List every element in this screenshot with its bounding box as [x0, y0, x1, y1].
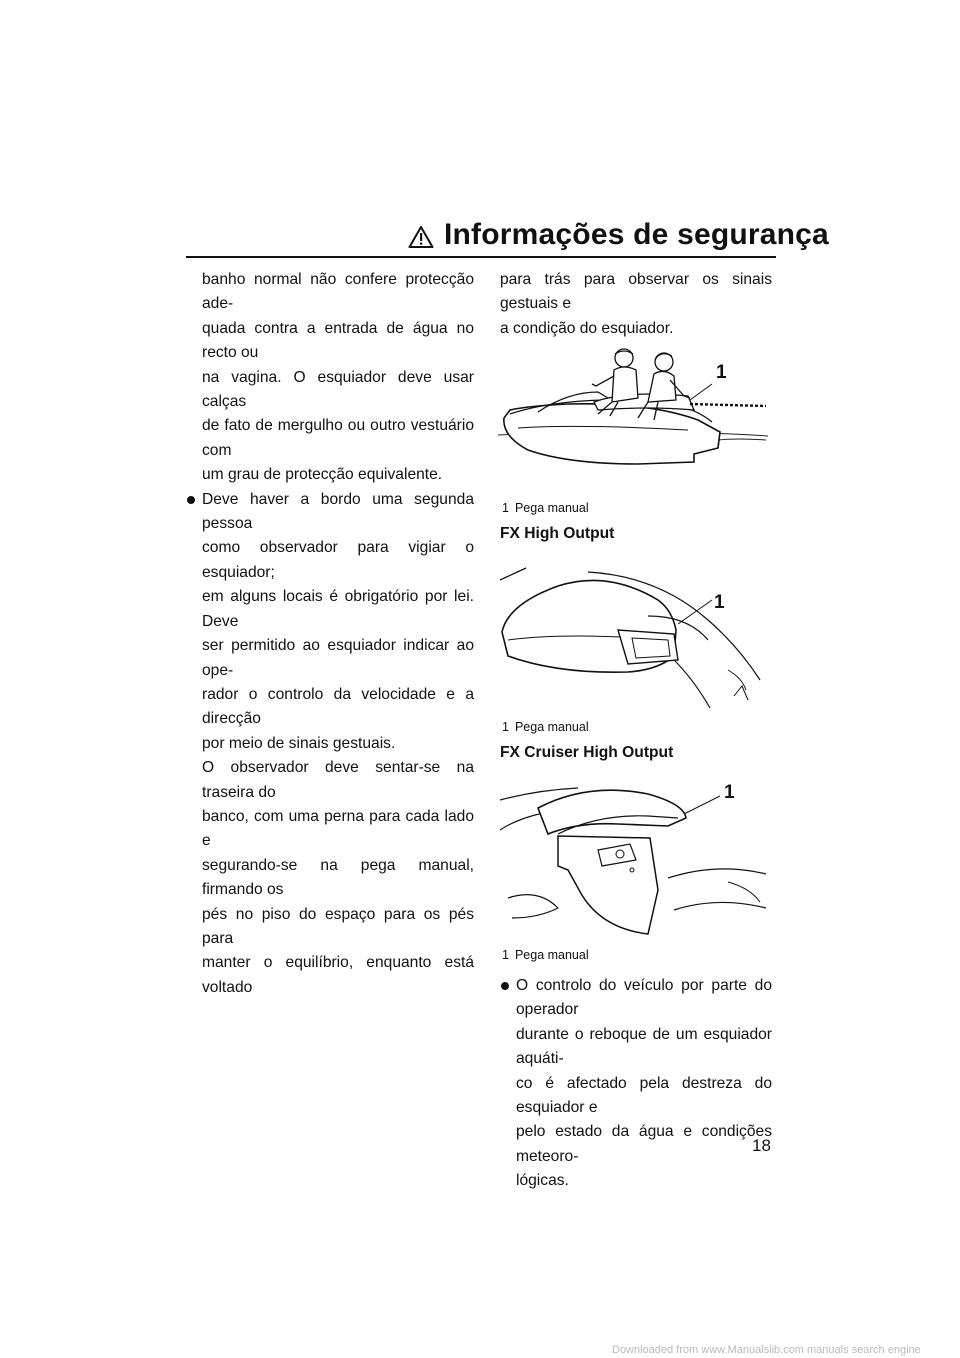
text-line: pés no piso do espaço para os pés para: [202, 905, 474, 947]
text-line: de fato de mergulho ou outro vestuário com: [202, 417, 474, 459]
page-number: 18: [752, 1136, 771, 1155]
caption-number: 1: [502, 720, 509, 734]
bullet-dot-icon: [501, 982, 509, 990]
header-rule: [186, 256, 776, 258]
bullet-dot-icon: [187, 496, 195, 504]
page-title: Informações de segurança: [444, 218, 829, 251]
figure-callout: 1: [724, 782, 735, 803]
bullet-item: [186, 488, 474, 1001]
caption-text: Pega manual: [514, 720, 589, 734]
text-line: segurando-se na pega manual, firmando os: [202, 856, 474, 899]
caption-text: Pega manual: [514, 948, 589, 962]
figure-caption: [502, 948, 589, 962]
page-header: [186, 218, 829, 258]
left-column: [186, 268, 474, 1000]
text-line: durante o reboque de um esquiador aquáti-: [516, 1025, 772, 1068]
text-line: por meio de sinais gestuais.: [202, 734, 396, 752]
model-heading: FX High Output: [500, 525, 615, 542]
text-line: pelo estado da água e condições meteoro-: [516, 1123, 772, 1165]
caption-text: Pega manual: [514, 501, 589, 515]
right-column-bullet: [500, 974, 772, 1194]
text-line: como observador para vigiar o esquiador;: [202, 539, 474, 581]
handle-illustration-fx-high-output: [498, 560, 770, 710]
text-line: ser permitido ao esquiador indicar ao ope-: [202, 637, 474, 679]
watercraft-illustration: [498, 340, 770, 470]
caption-number: 1: [502, 501, 509, 515]
model-heading: FX Cruiser High Output: [500, 744, 674, 761]
caption-number: 1: [502, 948, 509, 962]
text-line: na vagina. O esquiador deve usar calças: [202, 368, 474, 411]
text-line: banho normal não confere protecção ade-: [202, 271, 474, 313]
text-line: manter o equilíbrio, enquanto está voltado: [202, 954, 474, 996]
footer-watermark: Downloaded from www.Manualslib.com manuals search engine: [612, 1344, 921, 1356]
figure-callout: 1: [714, 592, 725, 613]
text-line: lógicas.: [516, 1172, 569, 1190]
text-line: Deve haver a bordo uma segunda pessoa: [202, 490, 474, 533]
figure-callout: 1: [716, 362, 727, 383]
text-line: a condição do esquiador.: [500, 319, 674, 337]
warning-triangle-icon: [408, 225, 434, 249]
right-column-text: [500, 268, 772, 341]
text-line: quada contra a entrada de água no recto ou: [202, 319, 474, 362]
text-line: O controlo do veículo por parte do operador: [516, 977, 772, 1019]
text-line: em alguns locais é obrigatório por lei. Deve: [202, 588, 474, 630]
text-line: para trás para observar os sinais gestuais e: [500, 271, 772, 313]
text-line: O observador deve sentar-se na traseira do: [202, 759, 474, 801]
text-line: rador o controlo da velocidade e a direcção: [202, 685, 474, 728]
figure-caption: [502, 501, 589, 515]
text-line: um grau de protecção equivalente.: [202, 466, 443, 484]
figure-caption: [502, 720, 589, 734]
paragraph-continuation: [186, 268, 474, 488]
text-line: banco, com uma perna para cada lado e: [202, 807, 474, 850]
bullet-item: [500, 974, 772, 1194]
text-line: co é afectado pela destreza do esquiador e: [516, 1074, 772, 1117]
